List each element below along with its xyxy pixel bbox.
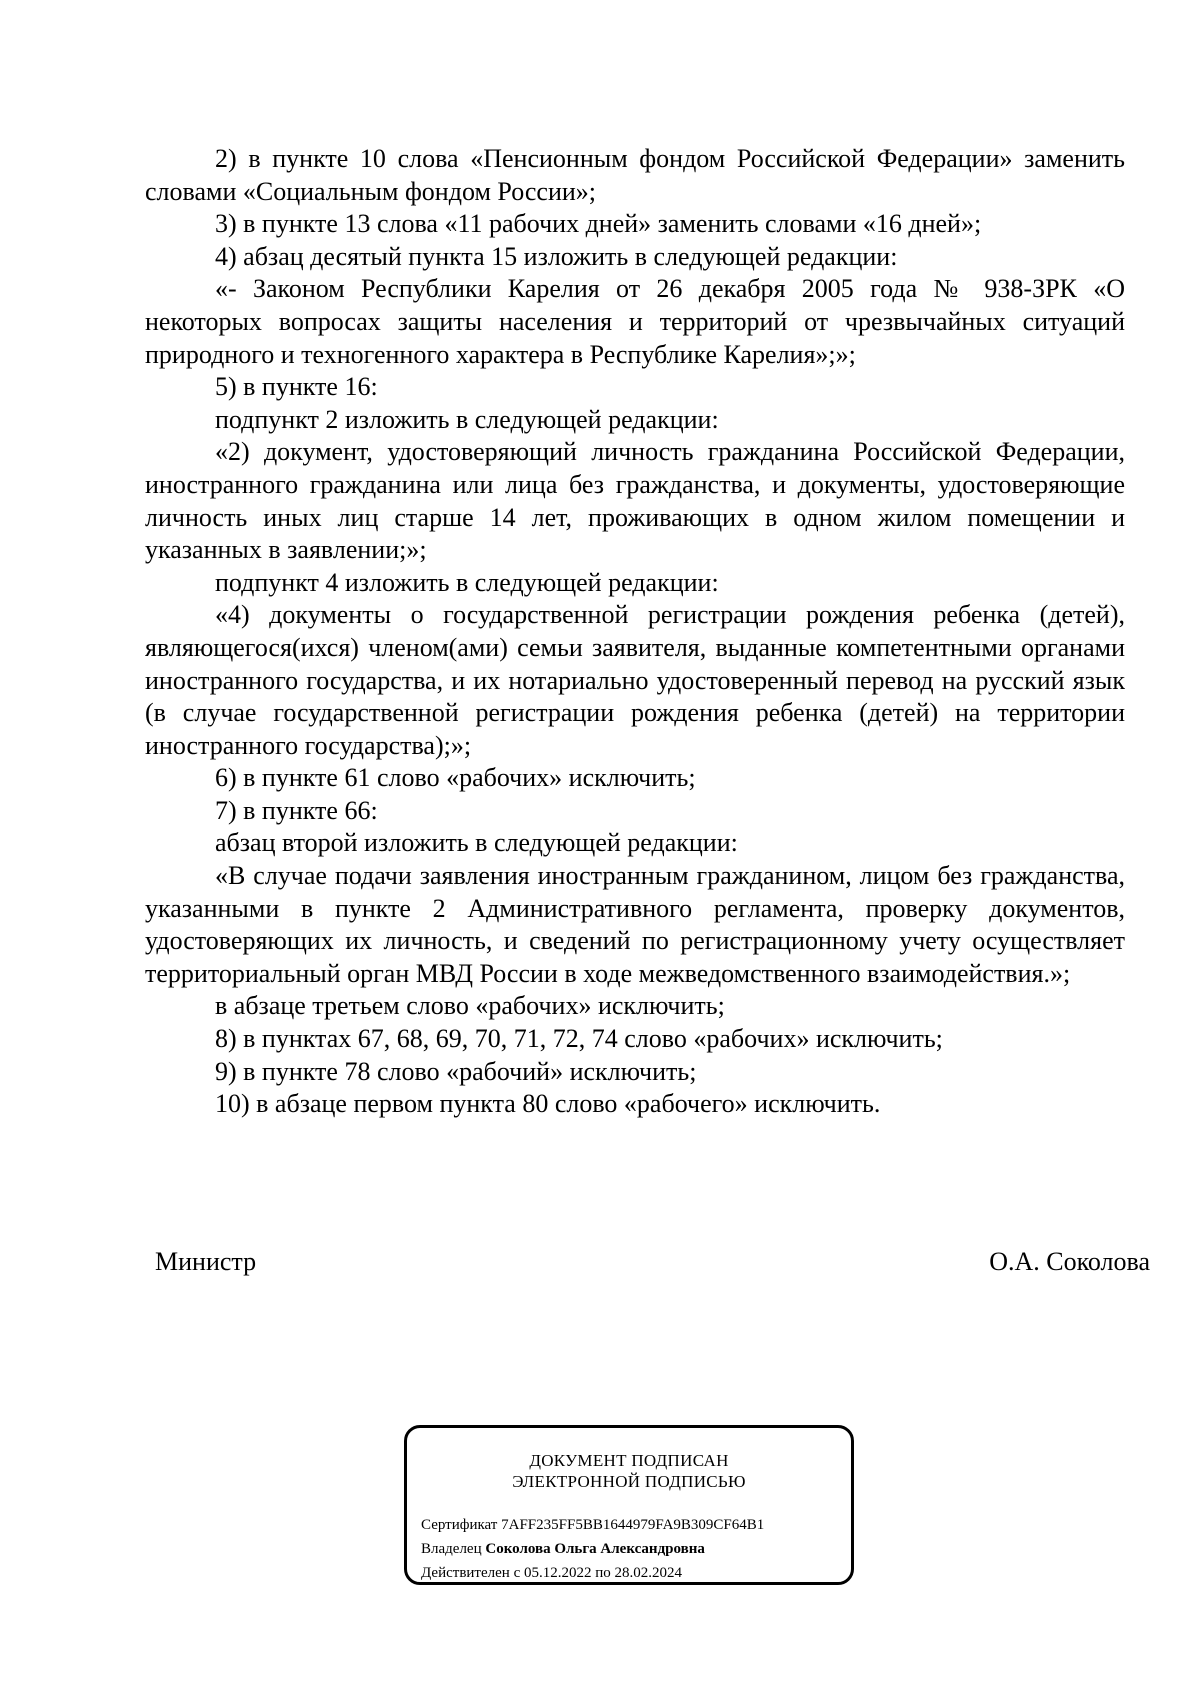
paragraph-item-6: 6) в пункте 61 слово «рабочих» исключить; — [215, 763, 696, 793]
paragraph-item-8: 8) в пунктах 67, 68, 69, 70, 71, 72, 74 слово «рабочих» исключить; — [215, 1024, 943, 1054]
paragraph-subitem-2-quote: «2) документ, удостоверяющий личность гражданина Российской Федерации, иностранного гражданина или лица без гражданства, и документы, удостоверяющие личность иных лиц старше 14 лет, проживающих в одном жилом помещении и указанных в заявлении;»; — [145, 437, 1125, 565]
stamp-valid-label: Действителен — [421, 1565, 510, 1581]
paragraph-item-3: 3) в пункте 13 слова «11 рабочих дней» заменить словами «16 дней»; — [215, 209, 982, 239]
paragraph-item-7-intro: абзац второй изложить в следующей редакции: — [215, 828, 738, 858]
paragraph-subitem-2-intro: подпункт 2 изложить в следующей редакции: — [215, 404, 719, 434]
paragraph-quote-law: «- Законом Республики Карелия от 26 декабря 2005 года № 938-ЗРК «О некоторых вопросах защиты населения и территорий от чрезвычайных ситуаций природного и техногенного характера в Республике Карелия»;»; — [145, 274, 1125, 369]
stamp-valid-from: 05.12.2022 — [523, 1565, 592, 1581]
signer-position: Министр — [155, 1247, 257, 1276]
paragraph-subitem-4-quote: «4) документы о государственной регистрации рождения ребенка (детей), являющегося(ихся) членом(ами) семьи заявителя, выданные компетентными органами иностранного государства, и их нотариально удостоверенный перевод на русский язык (в случае государственной регистрации рождения ребенка (детей) на территории иностранного государства);»; — [145, 600, 1125, 760]
stamp-certificate — [421, 1516, 764, 1534]
stamp-certificate-value: 7AFF235FF5BB1644979FA9B309CF64B1 — [501, 1517, 765, 1533]
paragraph-item-10: 10) в абзаце первом пункта 80 слово «рабочего» исключить. — [215, 1089, 881, 1119]
stamp-owner — [421, 1540, 705, 1558]
stamp-title-line-1: ДОКУМЕНТ ПОДПИСАН — [529, 1451, 729, 1470]
paragraph-item-7-quote: «В случае подачи заявления иностранным гражданином, лицом без гражданства, указанными в пункте 2 Административного регламента, проверку документов, удостоверяющих их личность, и сведений по регистрационному учету осуществляет территориальный орган МВД России в ходе межведомственного взаимодействия.»; — [145, 861, 1125, 988]
signer-name: О.А. Соколова — [989, 1247, 1150, 1276]
stamp-certificate-label: Сертификат — [421, 1517, 498, 1533]
electronic-signature-stamp — [404, 1425, 854, 1585]
paragraph-item-7-third: в абзаце третьем слово «рабочих» исключить; — [215, 991, 725, 1021]
document-body — [145, 143, 1125, 1121]
stamp-title-line-2: ЭЛЕКТРОННОЙ ПОДПИСЬЮ — [512, 1472, 746, 1491]
stamp-owner-label: Владелец — [421, 1541, 482, 1557]
paragraph-item-7: 7) в пункте 66: — [215, 795, 378, 825]
stamp-valid-to: 28.02.2024 — [614, 1565, 683, 1581]
stamp-owner-value: Соколова Ольга Александровна — [485, 1541, 705, 1557]
stamp-validity — [421, 1564, 682, 1582]
stamp-valid-to-prefix: по — [595, 1565, 611, 1581]
paragraph-subitem-4-intro: подпункт 4 изложить в следующей редакции: — [215, 567, 719, 597]
paragraph-item-5: 5) в пункте 16: — [215, 372, 378, 402]
signature-block — [155, 1246, 1150, 1278]
stamp-title — [407, 1450, 851, 1492]
paragraph-item-4: 4) абзац десятый пункта 15 изложить в следующей редакции: — [215, 241, 898, 271]
stamp-valid-from-prefix: с — [513, 1565, 521, 1581]
paragraph-item-9: 9) в пункте 78 слово «рабочий» исключить; — [215, 1056, 697, 1086]
paragraph-item-2: 2) в пункте 10 слова «Пенсионным фондом Российской Федерации» заменить словами «Социальным фондом России»; — [145, 144, 1125, 206]
